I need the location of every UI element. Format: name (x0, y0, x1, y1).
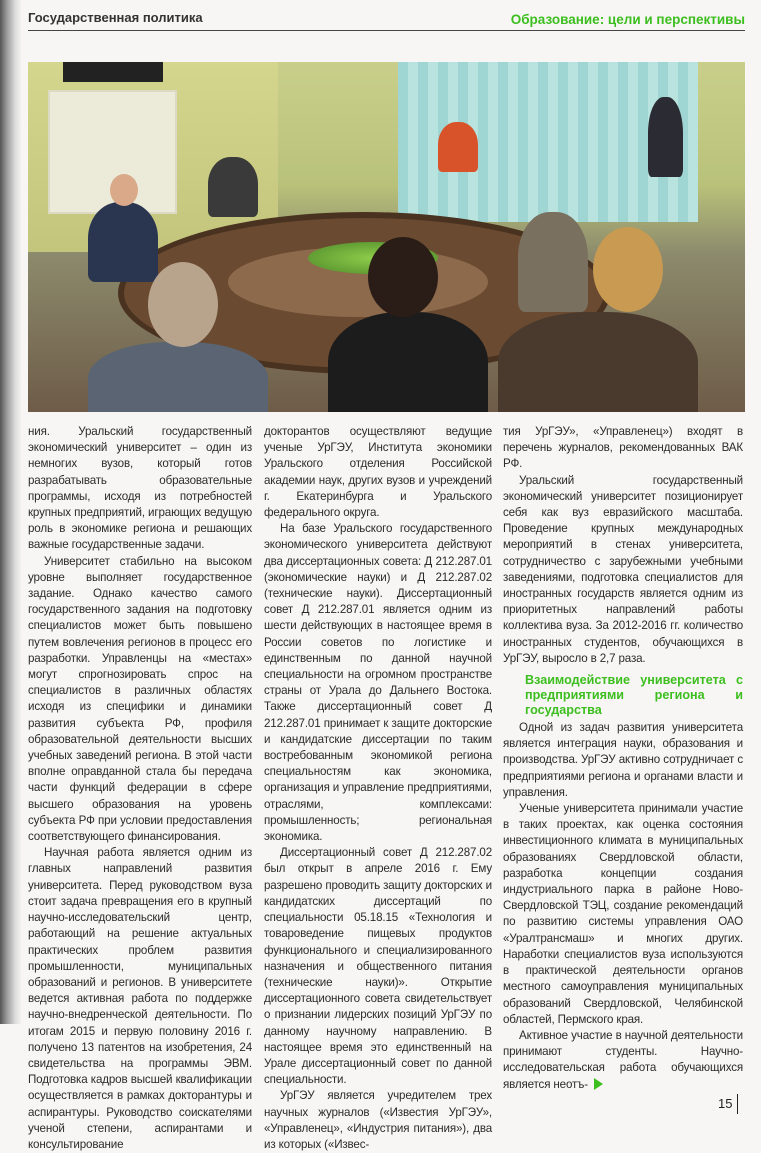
paragraph: Научная работа является одним из главных направлений развития университета. Перед руководством вуза стоит задача превращения его в крупный научно-исследовательский центр, работающий на решение актуальных практических проблем развития промышленности, муниципальных образований и регионов. В университете ведется активная работа по поддержке научно-внедренческой деятельности. По итогам 2015 и первую половину 2016 г. получено 13 патентов на изобретения, 24 свидетельства на программы ЭВМ. Подготовка кадров высшей квалификации осуществляется в рамках докторантуры и аспирантуры. Руководство соискателями ученой степени, аспирантами и консультирование (28, 846, 252, 1151)
paragraph: Ученые университета принимали участие в таких проектах, как оценка состояния инвестиционного климата в муниципальных образованиях Свердловской области, разработка концепции создания индустриального парка в районе Ново-Свердловской ТЭЦ, создание рекомендаций по развитию системы управления ОАО «Уралтрансмаш» и многих других. Наработки специалистов вуза используются в практической деятельности органов местного самоуправления муниципальных образований Свердловской, Челябинской областей, Пермского края. (503, 802, 743, 1026)
page-number: 15 (718, 1096, 733, 1111)
photo-person (498, 312, 698, 412)
paragraph-last (503, 1028, 743, 1093)
paragraph-text: Активное участие в научной деятельности принимают студенты. Научно-исследовательская работа обучающихся является неотъ- (503, 1028, 743, 1091)
photo-person-head (110, 174, 138, 206)
page-number-rule (737, 1094, 738, 1114)
paragraph: тия УрГЭУ», «Управленец») входят в перечень журналов, рекомендованных ВАК РФ. (503, 425, 743, 471)
paragraph: На базе Уральского государственного экономического университета действуют два диссертационных совета: Д 212.287.01 (экономические науки) и Д 212.287.02 (технические науки). Диссертационный совет Д 212.287.01 является одним из шести действующих в настоящее время в России советов по логистике и единственным по данной научной специальности на огромном пространстве страны от Урала до Дальнего Востока. Также диссертационный совет Д 212.287.01 принимает к защите докторские и кандидатские диссертации по таким востребованным экономикой региона специальностям как экономика, организация и управление предприятиями, отраслями, комплексами: промышленность; региональная экономика. (264, 522, 492, 844)
photo-person (88, 342, 268, 412)
paragraph: УрГЭУ является учредителем трех научных журналов («Известия УрГЭУ», «Управленец», «Индустрия питания»), два из которых («Извес- (264, 1089, 492, 1151)
paragraph: докторантов осуществляют ведущие ученые УрГЭУ, Института экономики Уральского отделения Российской академии наук, других вузов и учреждений г. Екатеринбурга и Уральского федерального округа. (264, 425, 492, 520)
photo-person-head (368, 237, 438, 317)
photo-tv (63, 62, 163, 82)
paragraph: Уральский государственный экономический университет позиционирует себя как вуз евразийского масштаба. Проведение крупных международных мероприятий в стенах университета, сотрудничество с зарубежными учебными заведениями, подготовка специалистов для иностранных государств является одним из приоритетных направлений работы коллектива вуза. За 2012-2016 гг. количество иностранных студентов, обучающихся в УрГЭУ, выросло в 2,7 раза. (503, 473, 743, 665)
photo-person (88, 202, 158, 282)
section-title: Государственная политика (28, 10, 203, 25)
paragraph: ния. Уральский государственный экономический университет – один из немногих вузов, который готов разрабатывать образовательные программы, исходя из потребностей крупных предприятий, играющих ведущую роль в экономике региона и решающих важные государственные задачи. (28, 425, 252, 552)
photo-person (208, 157, 258, 217)
page-binding-shadow (0, 0, 22, 1024)
rubric-title: Образование: цели и перспективы (510, 12, 745, 27)
conference-photo (28, 62, 745, 412)
header-divider (28, 30, 745, 31)
text-column-right (503, 424, 743, 1093)
paragraph: Одной из задач развития университета является интеграция науки, образования и производства. УрГЭУ активно сотрудничает с предприятиями региона и органами власти и управления. (503, 721, 743, 799)
paragraph: Диссертационный совет Д 212.287.02 был открыт в апреле 2016 г. Ему разрешено проводить защиту докторских и кандидатских диссертаций по специальности 05.18.15 «Технология и товароведение пищевых продуктов функционального и специализированного назначения и общественного питания (технические науки)». Открытие диссертационного совета свидетельствует о признании лидерских позиций УрГЭУ по данному научному направлению. В настоящее время это единственный на Урале диссертационный совет по данной специальности. (264, 846, 492, 1087)
photo-person (438, 122, 478, 172)
section-heading: Взаимодействие университета с предприятиями региона и государства (525, 673, 743, 718)
photo-person-head (148, 262, 218, 347)
photo-person-head (593, 227, 663, 312)
photo-speaker (648, 97, 683, 177)
text-column-middle (264, 424, 492, 1153)
paragraph: Университет стабильно на высоком уровне выполняет государственное задание. Однако качество самого государственного задания на подготовку специалистов может быть повышено путем вовлечения регионов в процесс его разработки. Управленцы на «местах» могут спрогнозировать спрос на специалистов в различных областях исходя из специфики и динамики развития субъекта РФ, профиля образовательной деятельности высших учебных заведений региона. В этой части вполне оправданной стала бы передача части функций федерации в сфере высшего образования на уровень субъекта РФ при условии предоставления соответствующего финансирования. (28, 554, 252, 844)
photo-person (518, 212, 588, 312)
photo-person (328, 312, 488, 412)
continue-arrow-icon (594, 1078, 603, 1090)
text-column-left (28, 424, 252, 1153)
